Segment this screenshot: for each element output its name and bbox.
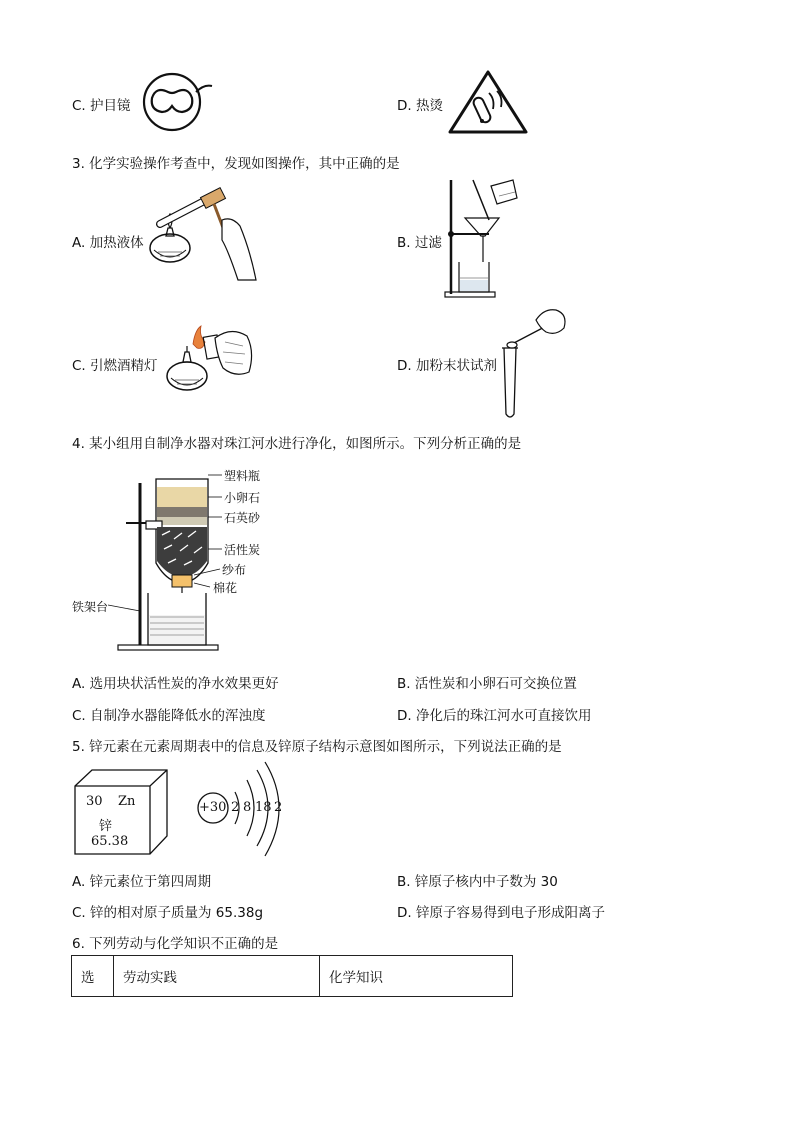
element-symbol: Zn (118, 794, 136, 809)
shell-1: 2 (231, 800, 240, 815)
q4-stem: 4. 某小组用自制净水器对珠江河水进行净化，如图所示。下列分析正确的是 (72, 436, 522, 452)
lighting-alcohol-lamp-image (165, 322, 257, 402)
q5-option-d: D. 锌原子容易得到电子形成阳离子 (397, 905, 605, 921)
q5-stem: 5. 锌元素在元素周期表中的信息及锌原子结构示意图如图所示，下列说法正确的是 (72, 739, 562, 755)
label-quartz-sand: 石英砂 (224, 511, 261, 525)
table-header-option: 选 (72, 956, 114, 996)
element-name: 锌 (99, 819, 113, 834)
q3-option-b: B. 过滤 (397, 235, 442, 251)
nucleus-charge: +30 (199, 800, 227, 815)
label-gauze: 纱布 (222, 563, 247, 577)
q6-table (71, 955, 513, 997)
option-d-hot: D. 热烫 (397, 98, 443, 114)
q4-option-a: A. 选用块状活性炭的净水效果更好 (72, 676, 279, 692)
hot-surface-warning-icon (447, 69, 529, 135)
q6-stem: 6. 下列劳动与化学知识不正确的是 (72, 936, 279, 952)
q5-option-c: C. 锌的相对原子质量为 65.38g (72, 905, 264, 921)
table-header-labor: 劳动实践 (114, 956, 320, 996)
q5-option-b: B. 锌原子核内中子数为 30 (397, 874, 558, 890)
label-activated-carbon: 活性炭 (224, 543, 261, 557)
q3-option-c: C. 引燃酒精灯 (72, 358, 158, 374)
label-plastic-bottle: 塑料瓶 (224, 469, 261, 483)
shell-4: 2 (274, 800, 283, 815)
q3-option-d: D. 加粉末状试剂 (397, 358, 497, 374)
q4-option-d: D. 净化后的珠江河水可直接饮用 (397, 708, 592, 724)
goggles-icon (138, 70, 216, 132)
heating-liquid-image (148, 190, 258, 282)
q4-option-c: C. 自制净水器能降低水的浑浊度 (72, 708, 266, 724)
option-c-goggles: C. 护目镜 (72, 98, 131, 114)
q3-stem: 3. 化学实验操作考查中，发现如图操作，其中正确的是 (72, 156, 400, 172)
label-cotton: 棉花 (213, 581, 238, 595)
label-iron-stand: 铁架台 (72, 600, 109, 614)
q3-option-a: A. 加热液体 (72, 235, 144, 251)
shell-2: 8 (243, 800, 252, 815)
element-atomic-number: 30 (86, 794, 103, 809)
q5-option-a: A. 锌元素位于第四周期 (72, 874, 212, 890)
filtration-image (443, 176, 521, 300)
element-mass: 65.38 (91, 834, 129, 849)
label-pebbles: 小卵石 (224, 491, 261, 505)
table-header-knowledge: 化学知识 (329, 970, 383, 986)
q4-option-b: B. 活性炭和小卵石可交换位置 (397, 676, 577, 692)
adding-powder-image (496, 306, 570, 418)
shell-3: 18 (255, 800, 272, 815)
